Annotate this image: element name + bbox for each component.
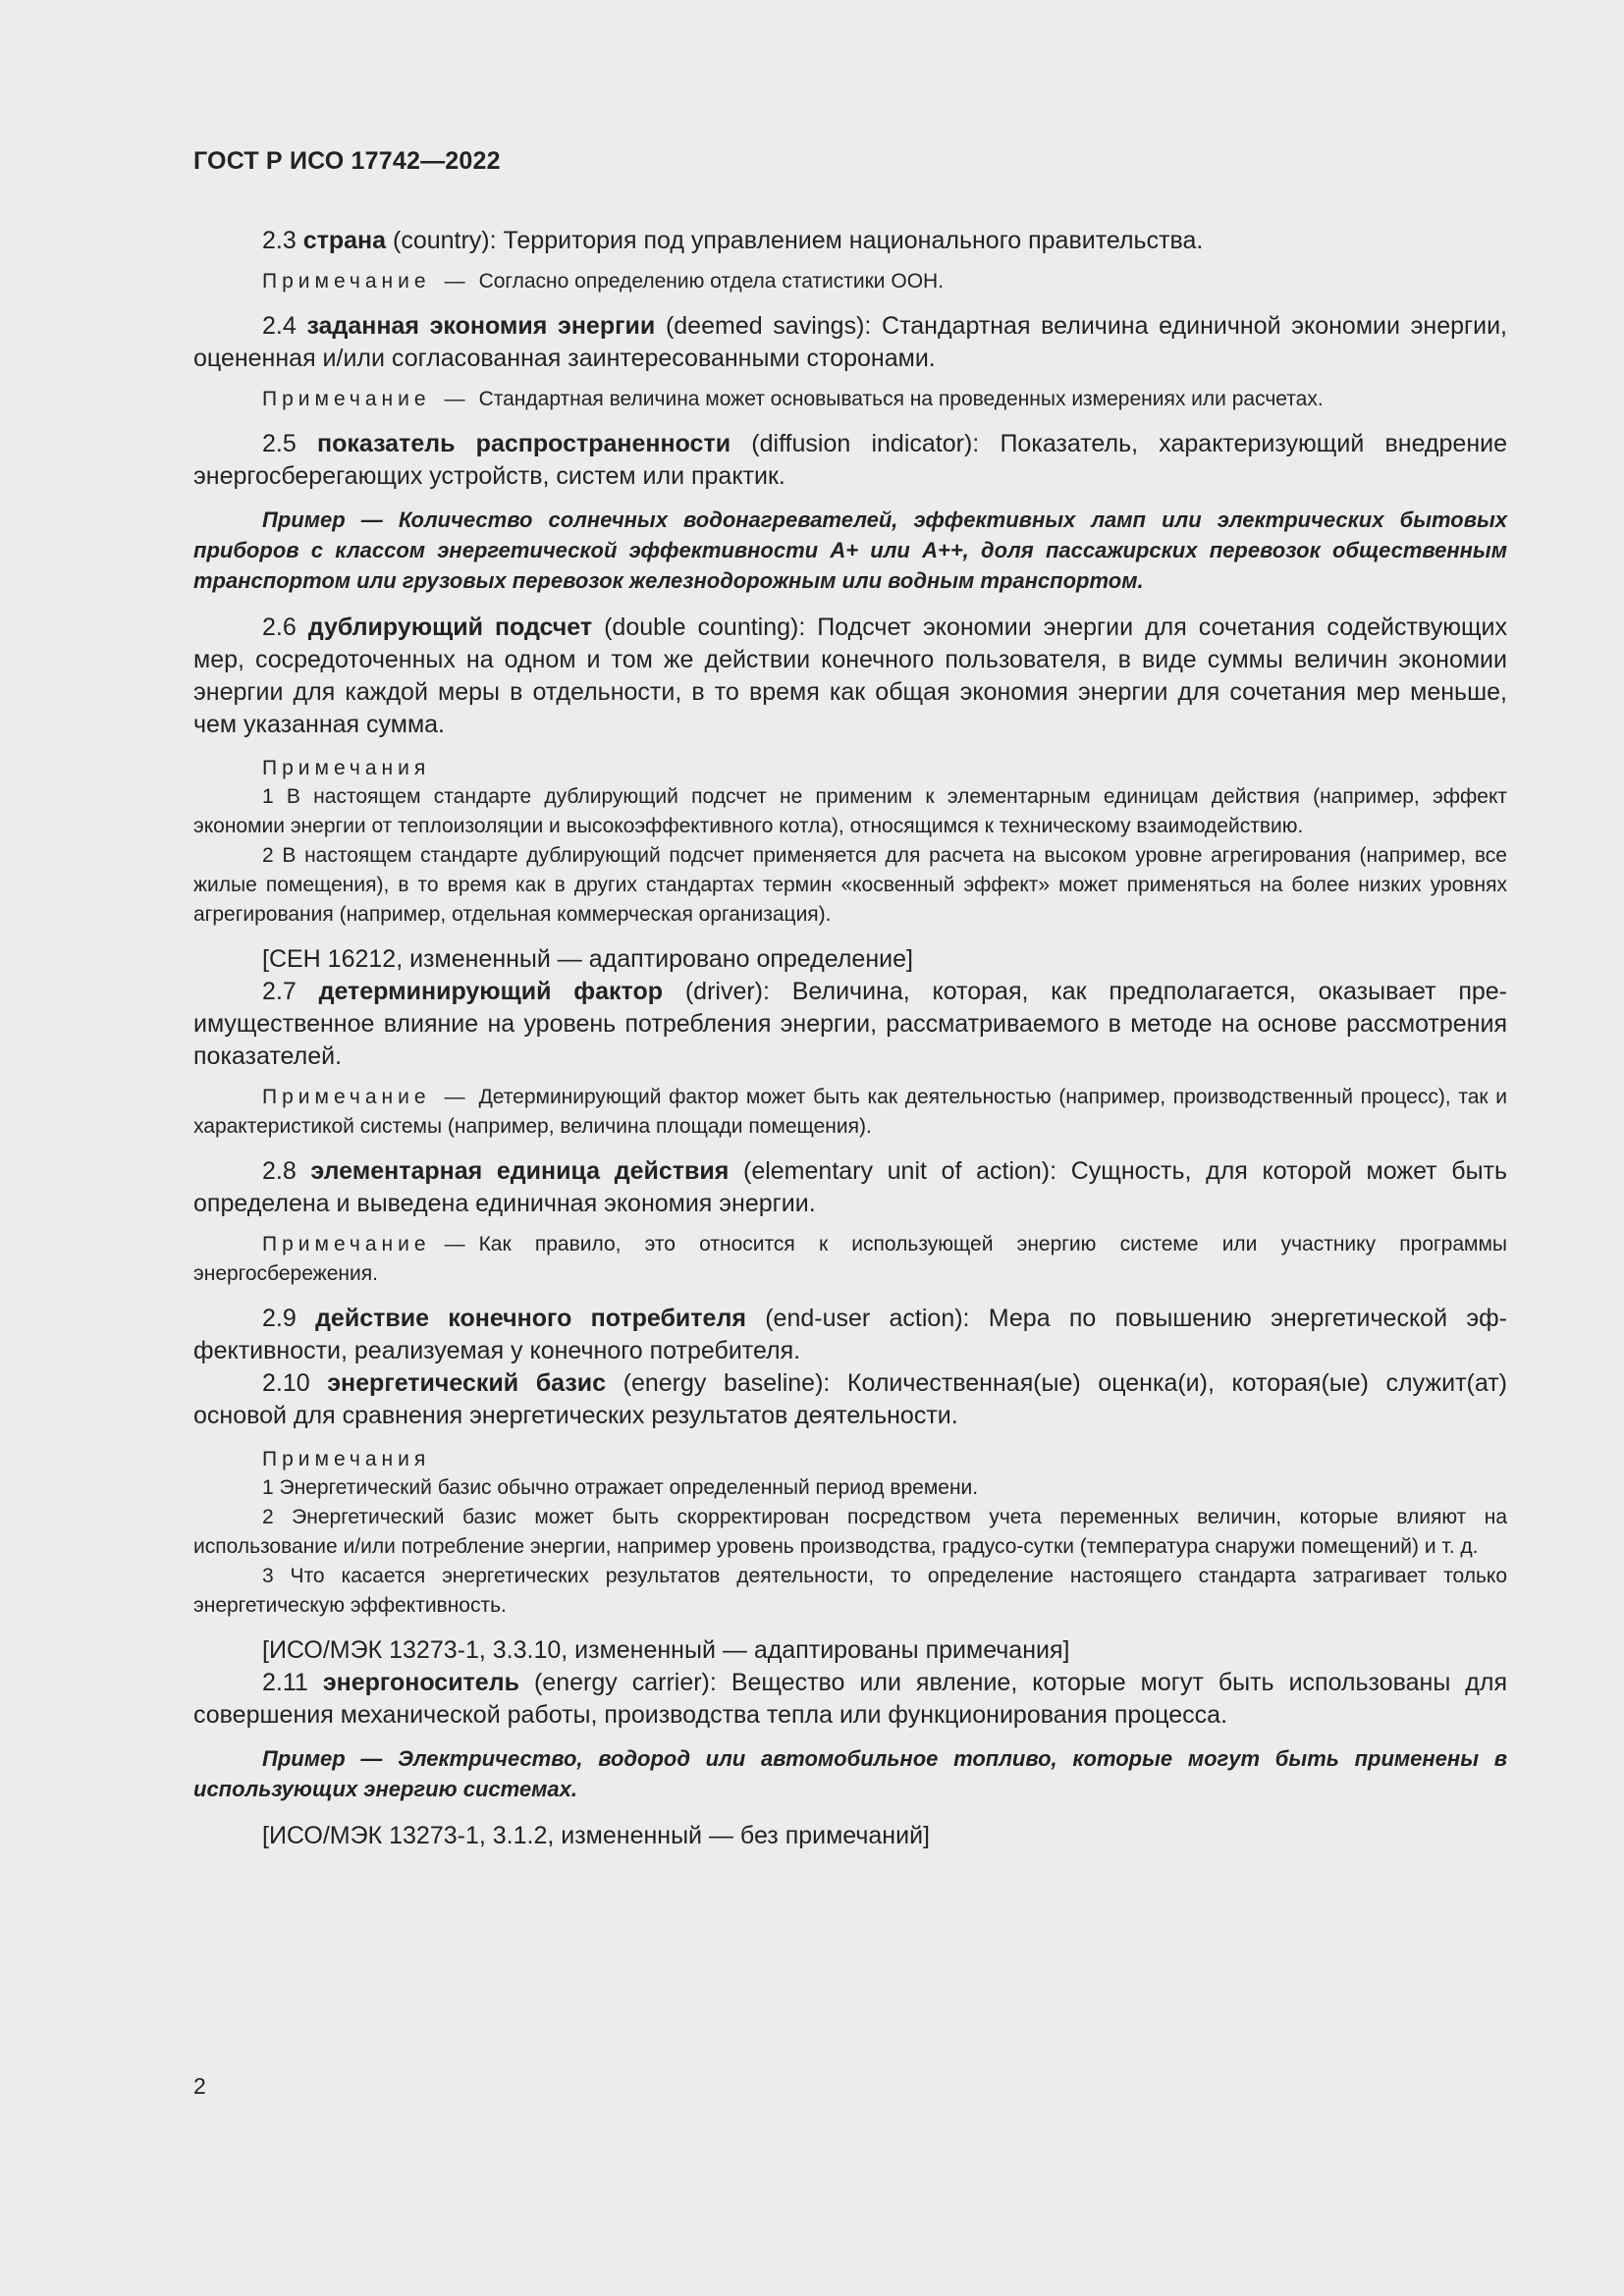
document-page (193, 147, 1507, 1852)
clause-number: 2.11 (262, 1669, 308, 1696)
term-name: показатель распространенности (316, 430, 731, 457)
source-reference: [ИСО/МЭК 13273-1, 3.3.10, измененный — адаптированы примечания] (262, 1636, 1070, 1664)
note-2-7 (193, 1083, 1507, 1142)
clause-number: 2.4 (262, 312, 297, 340)
term-2-9 (193, 1303, 1507, 1367)
term-definition: (driver): Величина, которая, как предполагается, оказывает преимущественное влияние на уровень потребления энергии, рассматриваемого в методе на основе рассмотрения показателей. (193, 978, 1507, 1070)
note-text: Детерминирующий фактор может быть как деятельностью (например, производственный процесс), так и характеристикой системы (например, величина площади помещения). (193, 1086, 1507, 1138)
term-2-7 (193, 976, 1507, 1073)
note-item: 3 Что касается энергетических результатов деятельности, то определение настоящего стандарта затрагивает только энергетическую эффективность. (193, 1565, 1507, 1617)
note-item: 2 Энергетический базис может быть скорректирован посредством учета переменных величин, которые влияют на использование и/или потребление энергии, например уровень производства, градусо-сутки (температура снаружи помещений) и т. д. (193, 1506, 1507, 1558)
notes-2-10 (193, 1446, 1507, 1621)
note-2-3 (193, 267, 1507, 296)
term-2-8 (193, 1155, 1507, 1220)
source-reference: [ИСО/МЭК 13273-1, 3.1.2, измененный — без примечаний] (262, 1822, 930, 1849)
note-dash: — (444, 1086, 465, 1108)
term-definition: (energy carrier): Вещество или явление, которые могут быть использованы для совершения механической работы, производства тепла или функционирования процесса. (193, 1669, 1508, 1729)
term-definition: (energy baseline): Количественная(ые) оценка(и), которая(ые) служит(ат) основой для сравнения энергетических результатов деятельности. (193, 1369, 1507, 1429)
clause-number: 2.7 (262, 978, 297, 1005)
term-name: дублирующий подсчет (307, 614, 593, 641)
term-2-11 (193, 1667, 1507, 1732)
term-name: детерминирующий фактор (318, 978, 664, 1005)
note-dash: — (444, 388, 465, 410)
term-name: энергетический базис (327, 1369, 607, 1397)
note-item: 2 В настоящем стандарте дублирующий подсчет применяется для расчета на высоком уровне агрегирования (например, все жилые помещения), в то время как в других стандартах термин «косвенный эффект» может применяться на более низких уровнях агрегирования (например, отдельная коммерческая организация). (193, 844, 1507, 926)
term-2-5 (193, 428, 1507, 493)
term-name: энергоноситель (322, 1669, 519, 1696)
example-2-5: Пример — Количество солнечных водонагревателей, эффективных ламп или электрических бытовых приборов с классом энергетической эффективности A+ или A++, доля пассажирских перевозок общественным транспортом или грузовых перевозок железнодорожным или водным транспортом. (193, 507, 1507, 593)
term-definition: (double counting): Подсчет экономии энергии для сочетания содействующих мер, сосредоточенных на одном и том же действии конечного пользователя, в виде суммы величин экономии энергии для каждой меры в отдельности, в то время как общая экономия энергии для сочетания мер меньше, чем указанная сумма. (193, 614, 1507, 738)
term-2-3 (193, 225, 1507, 257)
term-definition: (deemed savings): Стандартная величина единичной экономии энергии, оцененная и/или согласованная заинтересованными сторонами. (193, 312, 1507, 372)
clause-number: 2.3 (262, 227, 297, 254)
note-2-8 (193, 1230, 1507, 1289)
source-reference: [CEH 16212, измененный — адаптировано определение] (262, 945, 913, 973)
term-2-4 (193, 310, 1507, 375)
term-definition: (elementary unit of action): Сущность, для которой может быть определена и выведена единичная экономия энергии. (193, 1157, 1508, 1217)
note-text: Согласно определению отдела статистики ООН. (478, 270, 945, 293)
standard-header: ГОСТ Р ИСО 17742—2022 (193, 147, 501, 175)
term-2-10 (193, 1367, 1507, 1432)
term-name: страна (302, 227, 387, 254)
term-name: элементарная единица действия (310, 1157, 730, 1185)
note-label: Примечание (262, 1086, 431, 1108)
term-definition: (end-user action): Мера по повышению энергетической эффективности, реализуемая у конечного потребителя. (193, 1305, 1507, 1364)
clause-number: 2.9 (262, 1305, 297, 1332)
term-definition: (diffusion indicator): Показатель, характеризующий внедрение энергосберегающих устройств, систем или практик. (193, 430, 1508, 490)
example-2-11: Пример — Электричество, водород или автомобильное топливо, которые могут быть применены в использующих энергию системах. (193, 1746, 1507, 1801)
note-text: Стандартная величина может основываться на проведенных измерениях или расчетах. (478, 388, 1324, 410)
note-label: Примечание (262, 388, 431, 410)
note-item: 1 Энергетический базис обычно отражает определенный период времени. (262, 1476, 979, 1499)
clause-number: 2.6 (262, 614, 297, 641)
clause-number: 2.10 (262, 1369, 310, 1397)
notes-label: Примечания (262, 757, 431, 779)
note-dash: — (444, 1233, 465, 1255)
note-text: Как правило, это относится к использующей энергию системе или участнику программы энергосбережения. (193, 1233, 1507, 1285)
note-label: Примечание (262, 1233, 431, 1255)
note-2-4 (193, 385, 1507, 414)
term-name: действие конечного потребителя (315, 1305, 746, 1332)
term-name: заданная экономия энергии (306, 312, 656, 340)
notes-2-6 (193, 755, 1507, 930)
note-label: Примечание (262, 270, 431, 293)
term-definition: (country): Территория под управлением национального правительства. (393, 227, 1204, 254)
note-dash: — (444, 270, 465, 293)
term-2-6 (193, 612, 1507, 741)
note-item: 1 В настоящем стандарте дублирующий подсчет не применим к элементарным единицам действия (например, эффект экономии энергии от теплоизоляции и высокоэффективного котла), относящимся к техническому взаимодействию. (193, 785, 1507, 837)
notes-label: Примечания (262, 1448, 431, 1470)
clause-number: 2.8 (262, 1157, 297, 1185)
clause-number: 2.5 (262, 430, 297, 457)
page-number: 2 (193, 2073, 206, 2099)
